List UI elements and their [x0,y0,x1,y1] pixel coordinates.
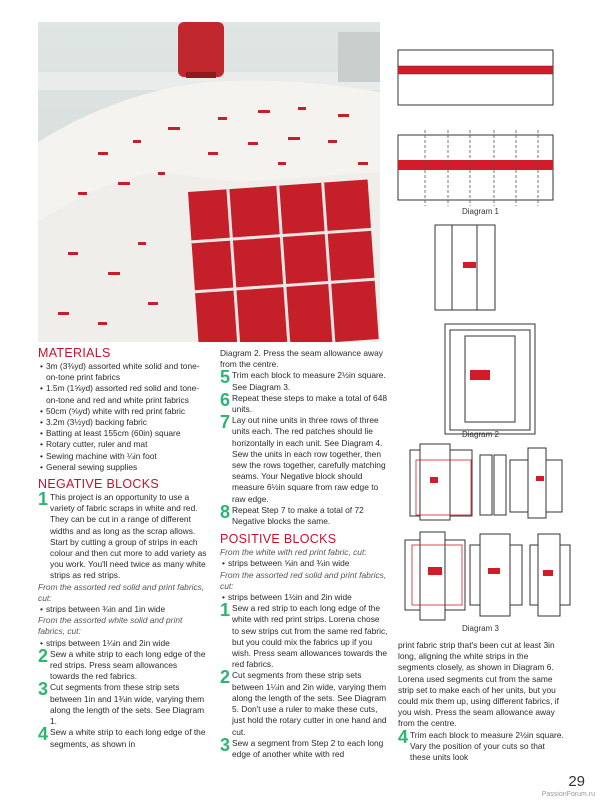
negative-step-5 [220,367,388,392]
step-text: Repeat these steps to make a total of 648 units. [232,392,388,415]
negative-step-8 [220,501,388,527]
step-text: Trim each block to measure 2½in square. Vary the position of your cuts so that these units look [410,729,564,763]
quilt-photo [38,22,380,342]
step-text: Lay out nine units in three rows of three units each. The red patches should lie horizontally in each unit. See Diagram 4. Sew the units in each row together, then sew the rows together, carefully matching seams. Your Negative block should measure 6½in square from raw edge to raw edge. [232,415,386,504]
step-text: Trim each block to measure 2½in square. See Diagram 3. [232,370,386,392]
positive-heading: POSITIVE BLOCKS [220,532,337,547]
materials-item: • 50cm (⅝yd) white with red print fabric [38,406,208,417]
step-text: Cut segments from these strip sets between 1in and 1¾in wide, varying them along the length of the sets. See Diagram 1. [50,682,205,727]
step-text: Cut segments from these strip sets between 1¼in and 2in wide, varying them along the length of the sets. See Diagram 5. Don't use a ruler to make these cuts, just hold the rotary cutter in one hand and cut. [232,670,387,737]
positive-step-1 [220,600,388,670]
negative-heading: NEGATIVE BLOCKS [38,477,159,492]
step-text-continued: print fabric strip that's been cut at least 3in long, aligning the white strips in the segments closely, as shown in Diagram 6. Lorena used segments cut from the same strip set to make each of her units, but you could mix them up, using different fabrics, if you wish. Press the seam allowance away from the centre. [398,640,559,729]
materials-heading: MATERIALS [38,346,111,360]
negative-step-6 [220,389,388,415]
step-text: Sew a segment from Step 2 to each long edge of another white with red [232,737,384,759]
materials-item: • 1.5m (1⅝yd) assorted red solid and tone-on-tone and red and white print fabrics [38,383,208,405]
step-number: 4 [38,724,49,745]
cutting-note: From the assorted red solid and print fabrics, cut: [38,581,205,603]
step-text-continued: Diagram 2. Press the seam allowance away from the centre. [220,348,383,370]
step-text: Sew a white strip to each long edge of the segments, as shown in [50,727,206,749]
column-3 [398,640,566,763]
cutting-item: • strips between ¾in and 1in wide [38,604,208,615]
negative-step-1 [38,489,208,582]
step-number: 8 [220,501,231,522]
positive-step-4 [398,726,566,764]
materials-item: • 3.2m (3½yd) backing fabric [38,417,208,428]
step-number: 1 [38,489,49,510]
materials-item: • Sewing machine with ¼in foot [38,451,208,462]
materials-item: • Batting at least 155cm (60in) square [38,428,208,439]
negative-step-2 [38,645,208,683]
step-number: 5 [220,367,231,388]
diagram-2-caption: Diagram 2 [462,430,499,439]
step-number: 2 [38,645,49,666]
cutting-item: • strips between 1¼in and 2in wide [38,638,208,649]
step-text: Sew a white strip to each long edge of the red strips. Press seam allowances towards the red fabrics. [50,648,206,682]
step-number: 3 [220,734,231,755]
column-2 [220,348,388,760]
step-number: 6 [220,389,231,410]
negative-step-4 [38,724,208,749]
column-1 [38,346,208,750]
positive-step-2 [220,667,388,737]
step-number: 2 [220,667,231,688]
diagrams [390,30,590,635]
step-number: 7 [220,412,231,433]
cutting-item: • strips between ⅝in and ¾in wide [220,558,388,569]
page-number: 29 [568,773,585,790]
materials-item: • General sewing supplies [38,462,208,473]
positive-step-3 [220,734,388,760]
step-number: 1 [220,600,231,621]
materials-item: • Rotary cutter, ruler and mat [38,439,208,450]
cutting-note: From the assorted red solid and print fabrics, cut: [220,569,387,591]
materials-item: • 3m (3⅜yd) assorted white solid and tone-on-tone print fabrics [38,361,208,383]
diagram-3-caption: Diagram 3 [462,624,499,633]
negative-step-7 [220,412,388,505]
step-number: 4 [398,726,409,747]
step-text: Sew a red strip to each long edge of the white with red print strips. Lorena chose to sew strips cut from the same red fabric, but you could mix the fabrics up if you wish. Press seam allowances towards the red fabrics. [232,603,388,670]
cutting-note: From the assorted white solid and print fabrics, cut: [38,615,183,637]
step-text: Repeat Step 7 to make a total of 72 Negative blocks the same. [232,504,364,527]
negative-step-3 [38,679,208,727]
cutting-note: From the white with red print fabric, cut: [220,547,367,558]
watermark: PassionForum.ru [541,791,595,798]
diagram-1 [398,50,553,206]
diagram-1-caption: Diagram 1 [462,207,499,216]
diagram-2 [435,225,535,434]
step-text: This project is an opportunity to use a variety of fabric scraps in white and red. They can be cut in a range of different widths and as long as the scrap allows. Start by cutting a group of strips in each colour and then cut more to add variety as you work. You'll need twice as many white strips as red strips. [50,492,207,581]
cutting-item: • strips between 1½in and 2in wide [220,592,388,603]
step-number: 3 [38,679,49,700]
diagram-3 [405,444,570,620]
